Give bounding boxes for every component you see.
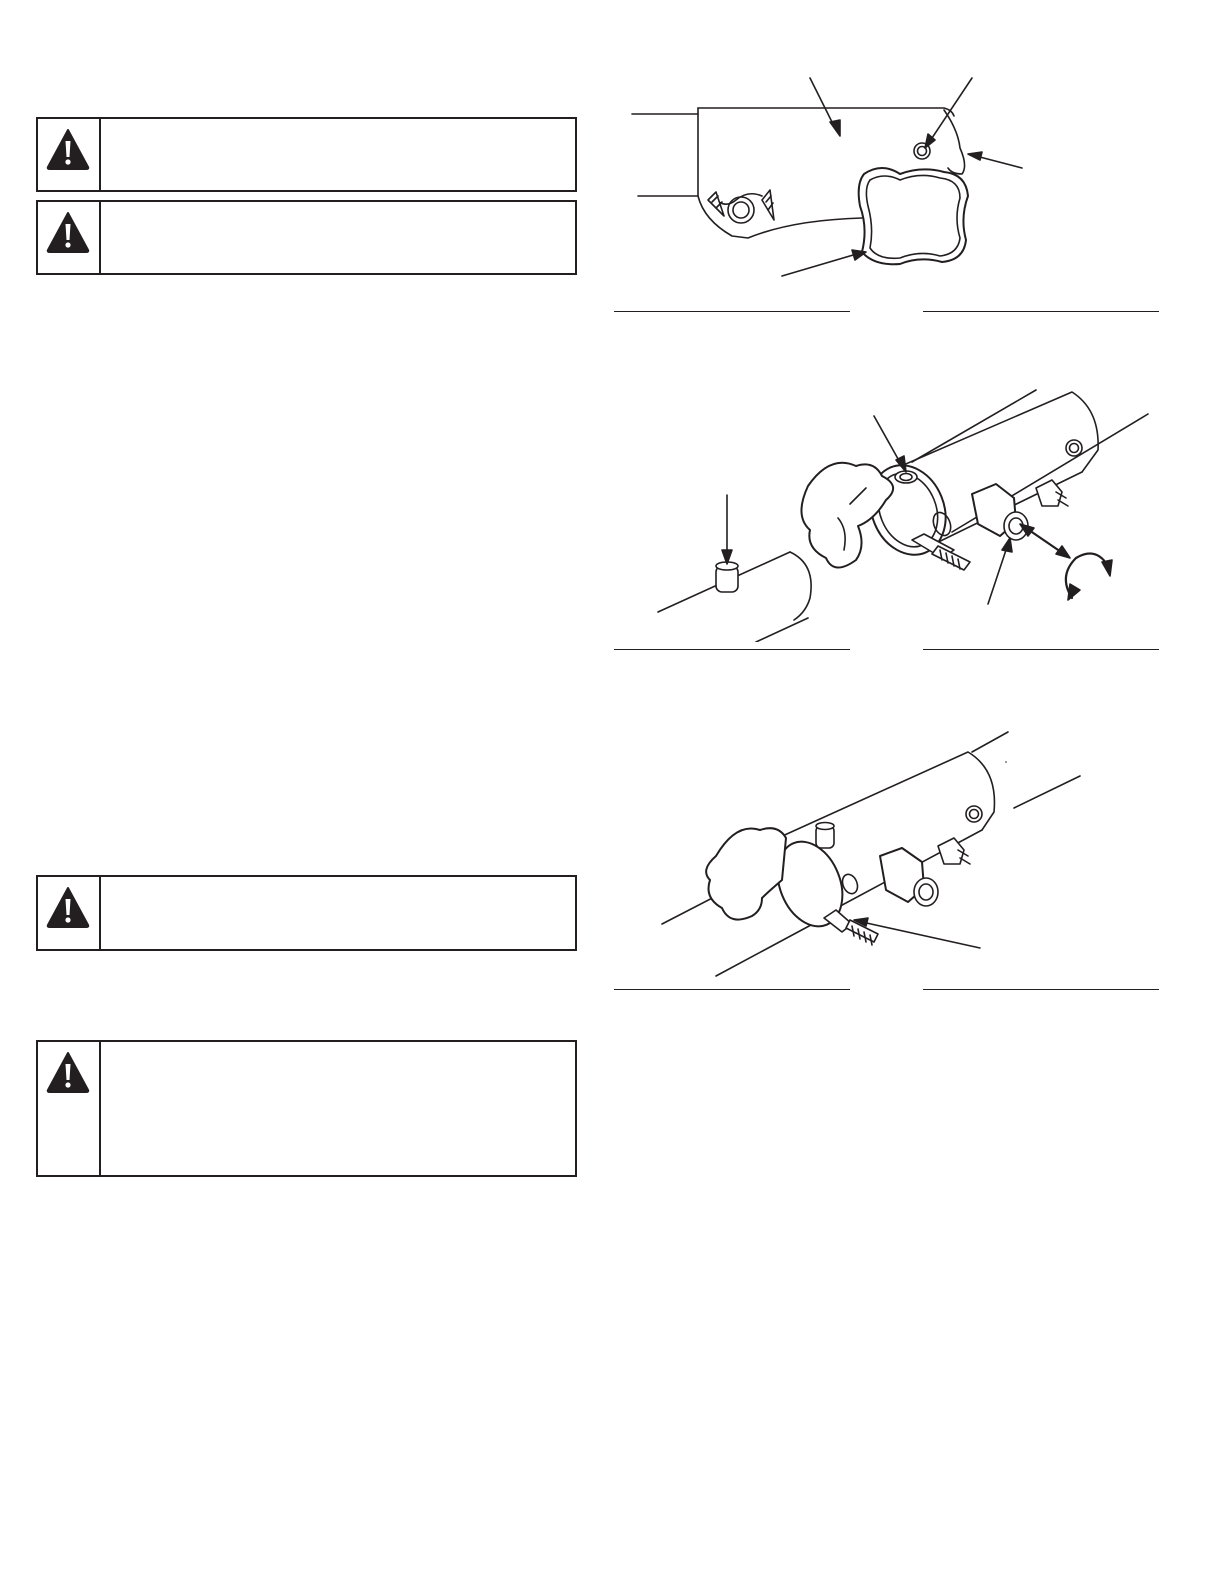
figure-2-rule-left (614, 649, 850, 650)
warning-icon-cell (38, 202, 101, 273)
warning-triangle-icon (46, 211, 90, 253)
warning-triangle-icon (46, 1051, 90, 1093)
warning-box-3 (36, 875, 577, 951)
figure-handle-knob (612, 70, 1172, 320)
figure-1-rule-right (923, 311, 1159, 312)
warning-triangle-icon (46, 128, 90, 170)
warning-icon-cell (38, 119, 101, 190)
warning-box-1 (36, 117, 577, 192)
figure-3-rule-left (614, 989, 850, 990)
figure-3-rule-right (923, 989, 1159, 990)
warning-triangle-icon (46, 886, 90, 928)
figure-1-rule-left (614, 311, 850, 312)
warning-box-4 (36, 1040, 577, 1177)
figure-coupler-exploded (612, 380, 1172, 642)
warning-icon-cell (38, 877, 101, 949)
figure-coupler-assembled (612, 720, 1172, 982)
warning-icon-cell (38, 1042, 101, 1175)
figure-2-rule-right (923, 649, 1159, 650)
warning-box-2 (36, 200, 577, 275)
